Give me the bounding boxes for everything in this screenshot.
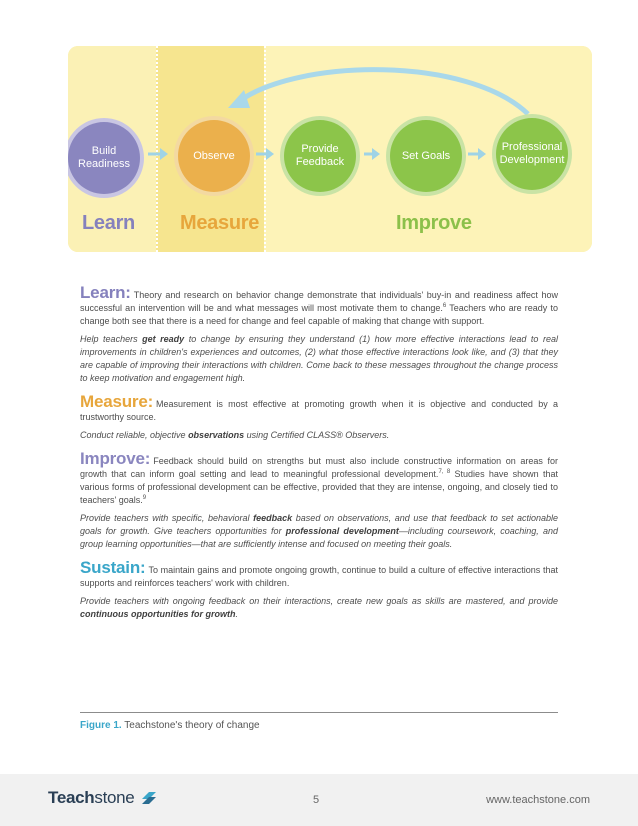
- section-improve: [80, 449, 558, 551]
- improve-text-2: Studies have shown that various forms of professional development can be effective, provided that they are intense, ongoing, and closely tied to teachers' goals.: [80, 469, 558, 505]
- measure-emphasis: observations: [188, 430, 245, 440]
- logo-mark-icon: [141, 791, 157, 805]
- citation: 6: [442, 303, 447, 309]
- improve-action-text-2: based on observations, and use that feedback to set actionable goals for growth. Give teachers opportunities for: [80, 513, 558, 536]
- heading-learn: Learn:: [80, 283, 131, 302]
- sustain-action-text: Provide teachers with ongoing feedback on their interactions, create new goals as skills are mastered, and provide: [80, 596, 558, 606]
- sustain-emphasis: continuous opportunities for growth: [80, 609, 236, 619]
- website-link[interactable]: www.teachstone.com: [486, 794, 590, 806]
- learn-paragraph: [80, 283, 558, 328]
- improve-action-text: Provide teachers with specific, behavioral: [80, 513, 254, 523]
- body-text: [80, 283, 558, 631]
- page-number: 5: [313, 794, 320, 806]
- teachstone-logo[interactable]: [48, 788, 157, 808]
- figure-caption: [80, 720, 260, 731]
- improve-action-paragraph: [80, 512, 558, 551]
- measure-action-text-2: using Certified CLASS® Observers.: [244, 430, 390, 440]
- learn-emphasis: get ready: [142, 334, 185, 344]
- sustain-text: To maintain gains and promote ongoing growth, continue to build a culture of effective interactions that supports and reinforces teachers' work with children.: [80, 565, 558, 588]
- loop-back-arrow: [238, 70, 528, 114]
- circle-build-readiness: Build Readiness: [68, 122, 140, 194]
- learn-text: Theory and research on behavior change demonstrate that individuals' buy-in and readiness affect how successful an intervention will be and what messages will most motivate them to change.: [80, 290, 558, 313]
- zone-label-learn: Learn: [82, 212, 135, 234]
- section-learn: [80, 283, 558, 385]
- circle-observe: Observe: [178, 120, 250, 192]
- caption-divider: [80, 712, 558, 713]
- zone-label-measure: Measure: [180, 212, 260, 234]
- caption-label: Figure 1.: [80, 720, 122, 731]
- logo-text-bold: Teach: [48, 788, 95, 807]
- learn-text-2: Teachers who are ready to change both see that there is a need for change and feel capable of making that change with support.: [80, 303, 558, 326]
- measure-action-paragraph: [80, 429, 558, 442]
- heading-sustain: Sustain:: [80, 558, 146, 577]
- circle-set-goals: Set Goals: [390, 120, 462, 192]
- caption-text: Teachstone's theory of change: [121, 720, 260, 731]
- improve-text: Feedback should build on strengths but must also include constructive information on areas for growth that can inform goal setting and lead to meaningful professional development.: [80, 456, 558, 479]
- learn-action-text: Help teachers: [80, 334, 143, 344]
- heading-improve: Improve:: [80, 449, 151, 468]
- improve-emphasis: feedback: [253, 513, 293, 523]
- sustain-action-text-2: .: [235, 609, 238, 619]
- zone-label-improve: Improve: [396, 212, 472, 234]
- improve-action-text-3: —including coursework, coaching, and group learning opportunities—that are sufficiently intense and focused on meeting their goals.: [80, 526, 558, 549]
- improve-emphasis-2: professional development: [285, 526, 399, 536]
- improve-paragraph: [80, 449, 558, 507]
- learn-action-text-2: to change by ensuring they understand (1) how more effective interactions lead to real improvements in children's experiences and outcomes, (2) what those effective interactions look like, and (3) that they are capable of improving their interactions with children. Come back to these messages throughout the change process to keep motivation and engagement high.: [80, 334, 558, 383]
- logo-text: stone: [94, 788, 135, 807]
- measure-text: Measurement is most effective at promoting growth when it is objective and conducted by a trustworthy source.: [80, 399, 558, 422]
- page-footer: [0, 774, 638, 826]
- heading-measure: Measure:: [80, 392, 154, 411]
- section-sustain: [80, 558, 558, 621]
- citation: 7, 8: [438, 469, 451, 475]
- circle-provide-feedback: Provide Feedback: [284, 120, 356, 192]
- sustain-paragraph: [80, 558, 558, 590]
- theory-of-change-diagram: [68, 46, 592, 252]
- sustain-action-paragraph: [80, 595, 558, 621]
- loop-back-arrowhead: [228, 90, 250, 108]
- learn-action-paragraph: [80, 333, 558, 385]
- circle-professional-development: Professional Development: [496, 118, 568, 190]
- measure-paragraph: [80, 392, 558, 424]
- citation: 9: [142, 495, 147, 501]
- section-measure: [80, 392, 558, 442]
- measure-action-text: Conduct reliable, objective: [80, 430, 189, 440]
